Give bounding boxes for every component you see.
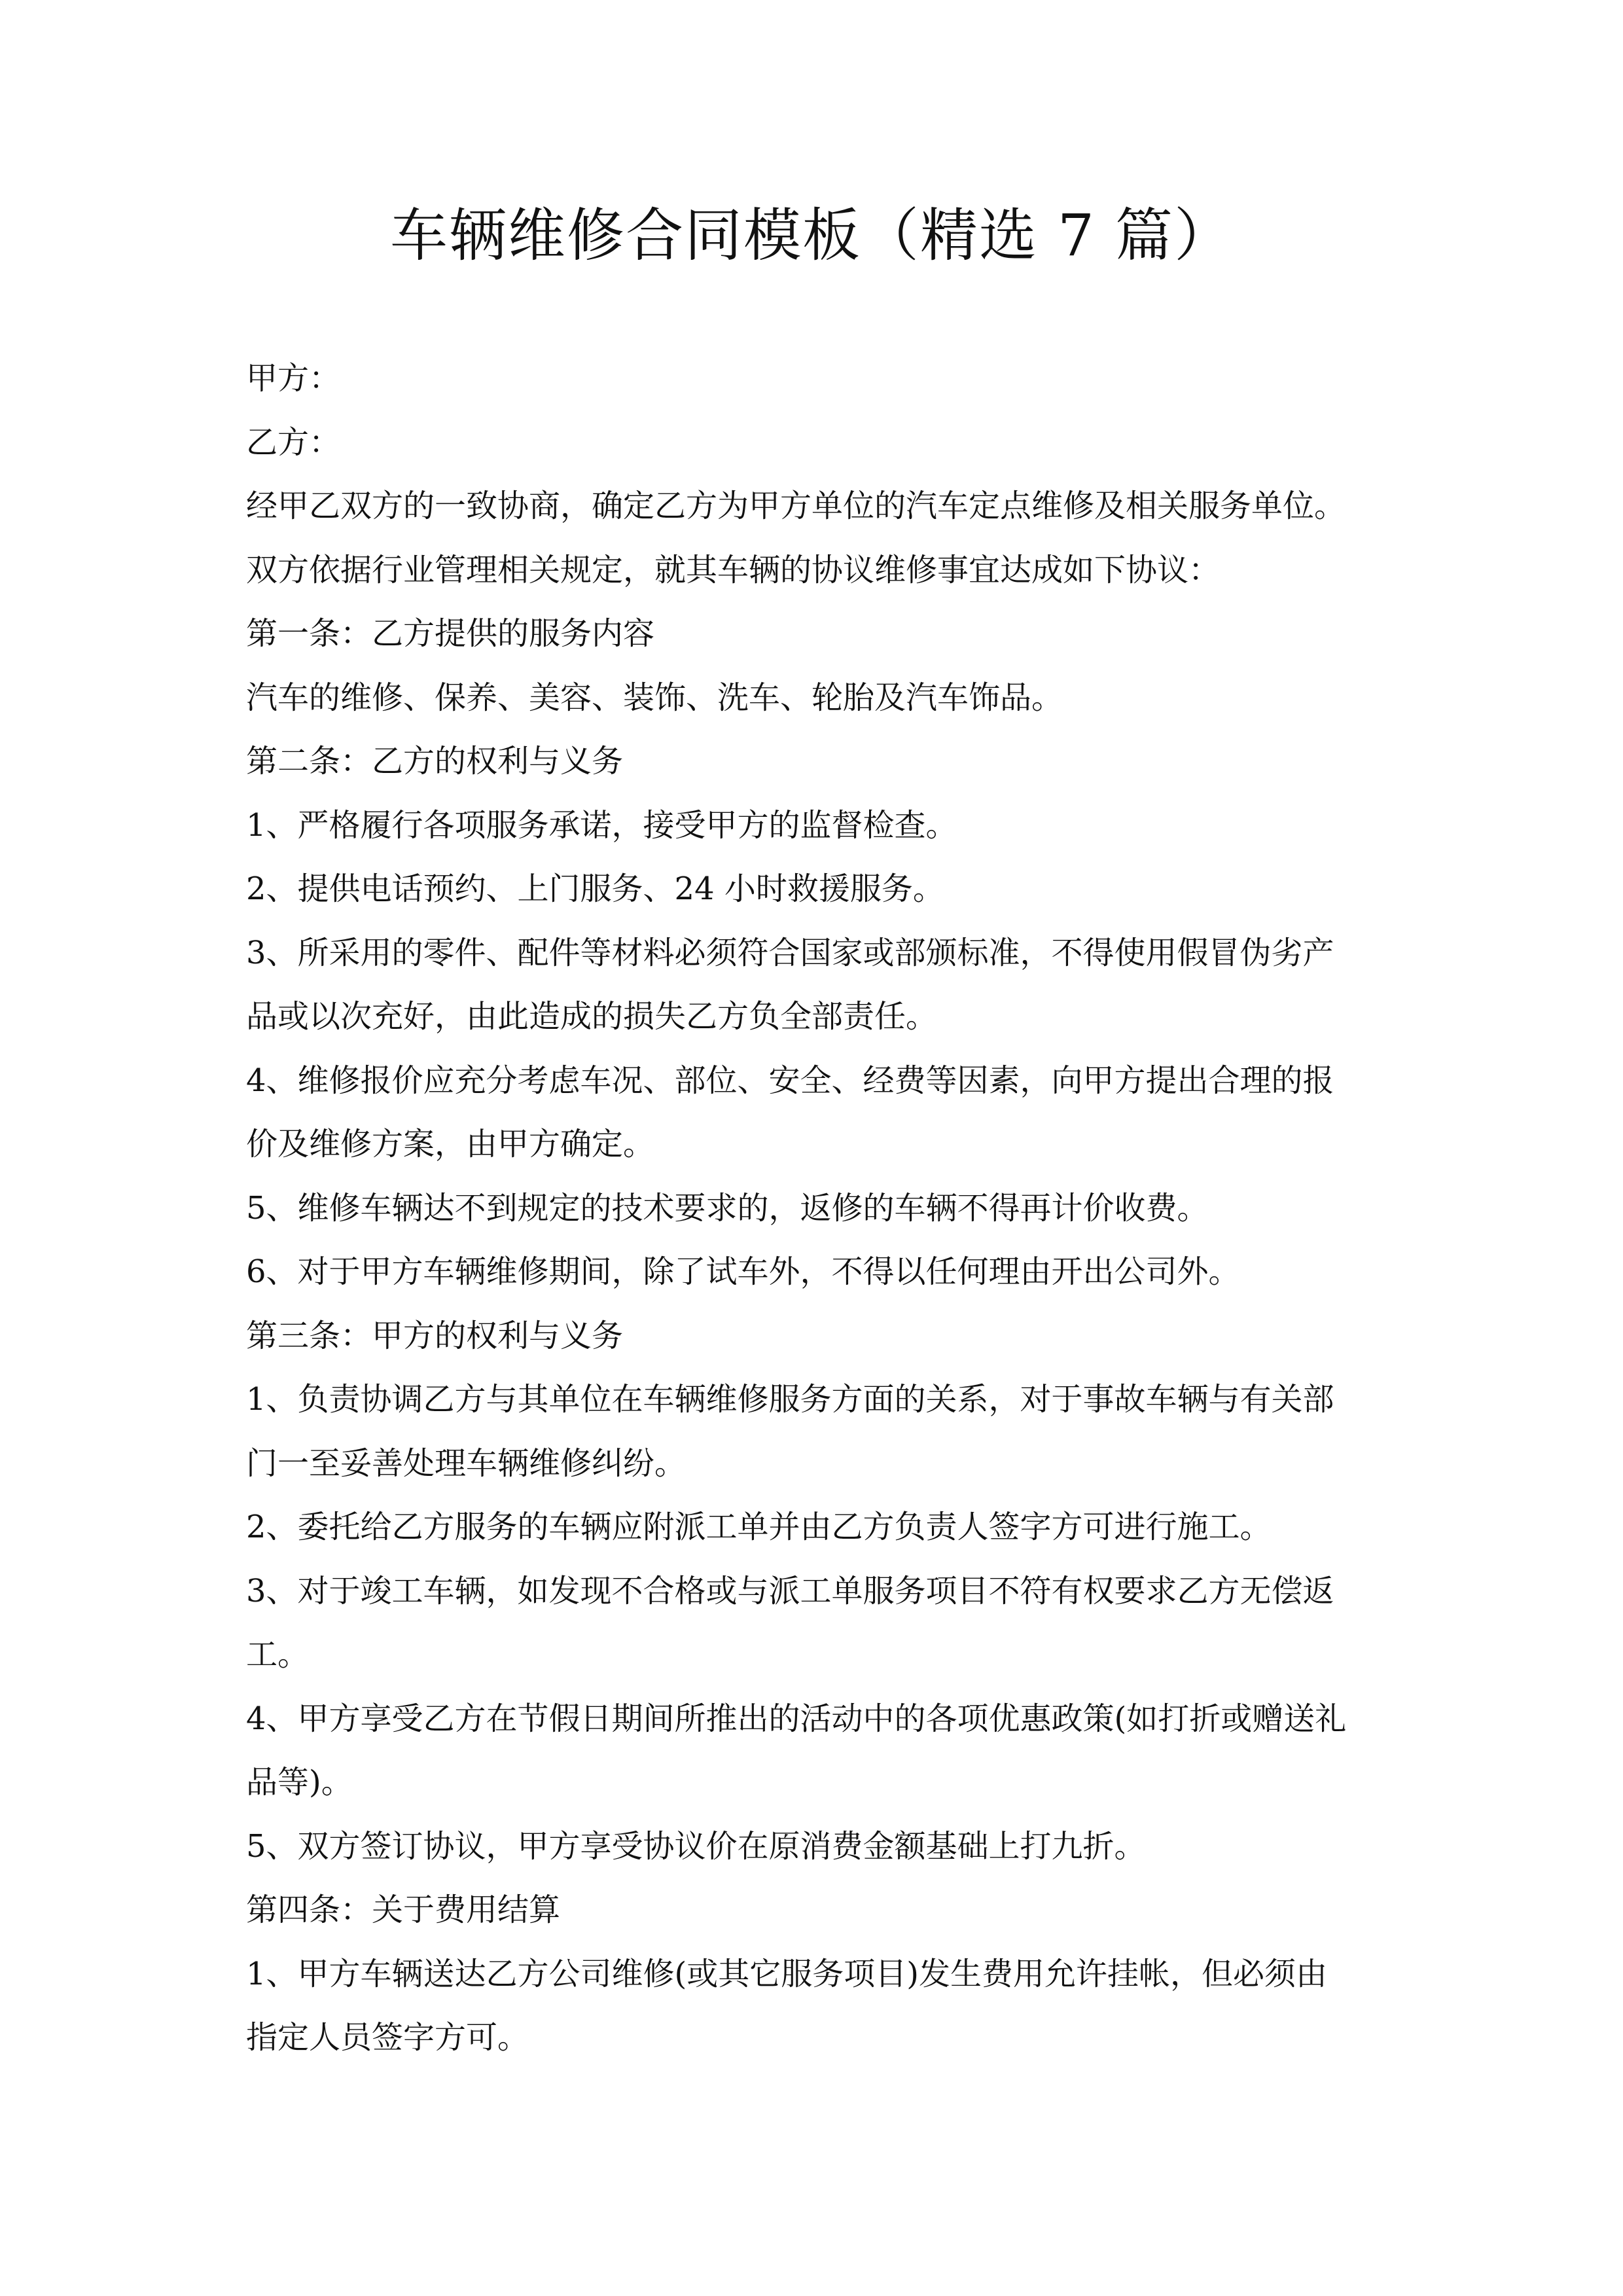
section-heading: 第一条：乙方提供的服务内容 — [246, 615, 655, 652]
text-line: 2、委托给乙方服务的车辆应附派工单并由乙方负责人签字方可进行施工。 — [246, 1509, 1272, 1545]
text-line: 2、提供电话预约、上门服务、24 小时救援服务。 — [246, 870, 944, 907]
text-line: 经甲乙双方的一致协商，确定乙方为甲方单位的汽车定点维修及相关服务单位。 — [246, 488, 1346, 524]
text-line: 双方依据行业管理相关规定，就其车辆的协议维修事宜达成如下协议： — [246, 551, 1221, 588]
text-line: 3、对于竣工车辆，如发现不合格或与派工单服务项目不符有权要求乙方无偿返 — [246, 1572, 1334, 1609]
text-line: 5、双方签订协议，甲方享受协议价在原消费金额基础上打九折。 — [246, 1827, 1146, 1865]
text-line: 品或以次充好，由此造成的损失乙方负全部责任。 — [246, 998, 938, 1035]
text-line: 甲方： — [246, 360, 341, 397]
text-line: 6、对于甲方车辆维修期间，除了试车外，不得以任何理由开出公司外。 — [246, 1253, 1240, 1290]
text-line: 1、严格履行各项服务承诺，接受甲方的监督检查。 — [246, 806, 957, 844]
text-line: 4、维修报价应充分考虑车况、部位、安全、经费等因素，向甲方提出合理的报 — [246, 1062, 1334, 1099]
text-line: 乙方： — [246, 423, 341, 461]
text-line: 品等)。 — [246, 1764, 353, 1801]
section-heading: 第四条：关于费用结算 — [246, 1892, 561, 1928]
text-line: 5、维修车辆达不到规定的技术要求的，返修的车辆不得再计价收费。 — [246, 1189, 1209, 1227]
text-line: 价及维修方案，由甲方确定。 — [246, 1126, 655, 1162]
text-line: 指定人员签字方可。 — [246, 2019, 529, 2056]
text-line: 门一至妥善处理车辆维修纠纷。 — [246, 1444, 687, 1482]
text-line: 1、负责协调乙方与其单位在车辆维修服务方面的关系，对于事故车辆与有关部 — [246, 1381, 1334, 1418]
text-line: 1、甲方车辆送达乙方公司维修(或其它服务项目)发生费用允许挂帐，但必须由 — [246, 1955, 1327, 1992]
section-heading: 第二条：乙方的权利与义务 — [246, 743, 624, 780]
document-body — [246, 347, 1385, 2070]
text-line: 3、所采用的零件、配件等材料必须符合国家或部颁标准，不得使用假冒伪劣产 — [246, 934, 1334, 971]
text-line: 工。 — [246, 1636, 310, 1673]
document-title: 车辆维修合同模板（精选 7 篇） — [390, 202, 1233, 269]
text-line: 汽车的维修、保养、美容、装饰、洗车、轮胎及汽车饰品。 — [246, 679, 1063, 716]
text-line: 4、甲方享受乙方在节假日期间所推出的活动中的各项优惠政策(如打折或赠送礼 — [246, 1700, 1347, 1737]
section-heading: 第三条：甲方的权利与义务 — [246, 1317, 624, 1354]
